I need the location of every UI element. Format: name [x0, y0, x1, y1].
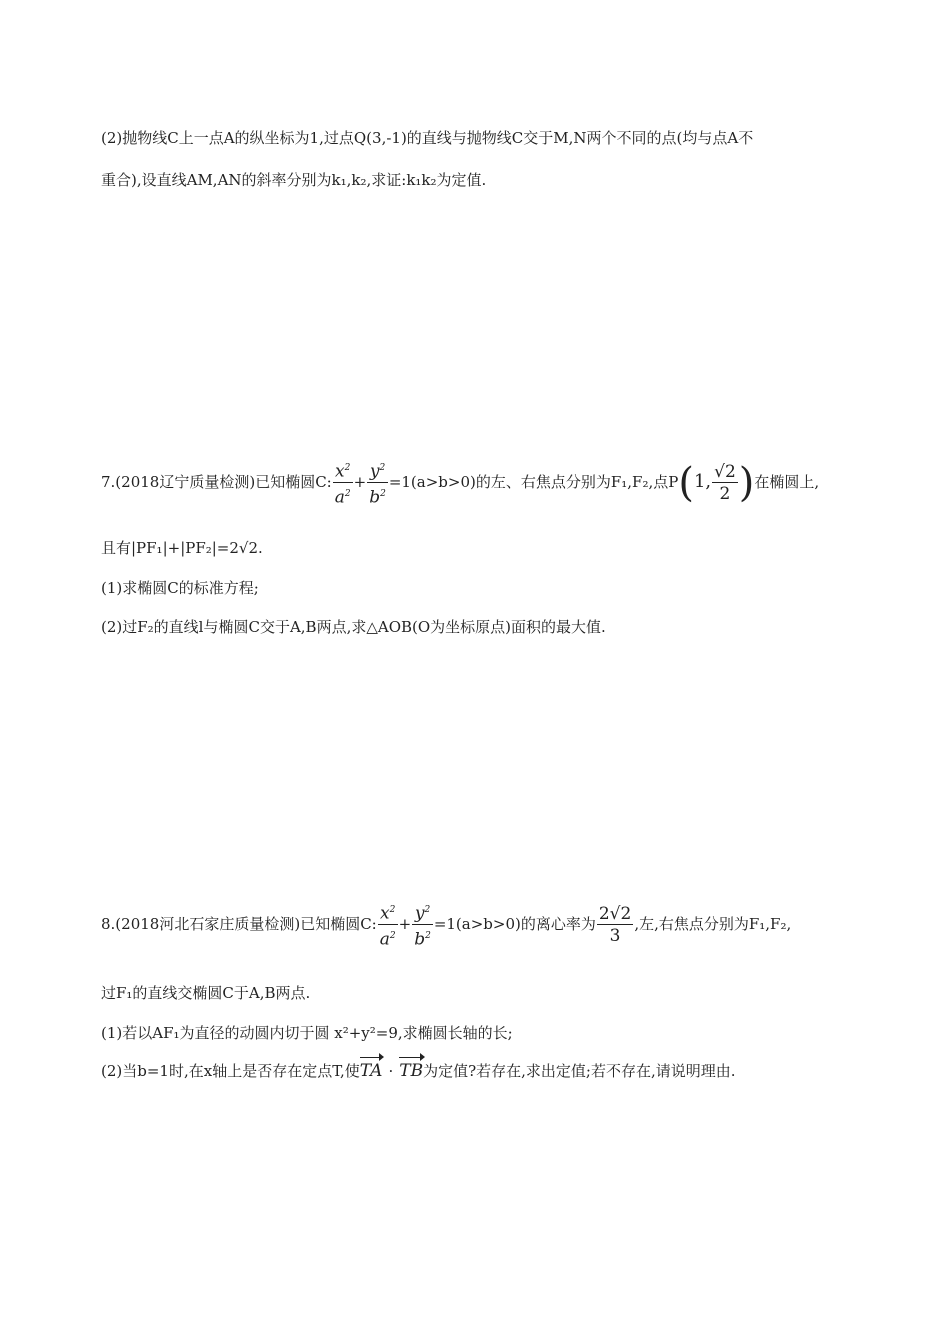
q7-part1: (1)求椭圆C的标准方程;: [101, 579, 259, 597]
q8-part1: (1)若以AF₁为直径的动圆内切于圆 x²+y²=9,求椭圆长轴的长;: [101, 1024, 513, 1042]
plus-sign: +: [398, 915, 412, 934]
right-paren: ): [738, 460, 755, 507]
q8-foci-text: ,左,右焦点分别为F₁,F₂,: [634, 915, 792, 934]
q7-point-x: 1,: [693, 471, 712, 493]
left-paren: (: [678, 460, 694, 507]
q8-part2-text-b: 为定值?若存在,求出定值;若不存在,请说明理由.: [423, 1062, 736, 1080]
q7-frac-x: $\frac{x^2}{a^2}$: [333, 458, 353, 508]
q7-condition: 且有|PF₁|+|PF₂|=2√2.: [101, 539, 263, 557]
q8-part2: [101, 1059, 735, 1083]
vector-tb: TB: [399, 1061, 424, 1081]
q6-part2-line1: (2)抛物线C上一点A的纵坐标为1,过点Q(3,-1)的直线与抛物线C交于M,N两个不同的点(均与点A不: [101, 129, 754, 147]
q8-frac-y: $\frac{y^2}{b^2}$: [412, 900, 433, 950]
q8-eq-text: =1(a>b>0)的离心率为: [433, 915, 596, 934]
q8-frac-x: $\frac{x^2}{a^2}$: [378, 900, 398, 950]
q8-part2-text-a: (2)当b=1时,在x轴上是否存在定点T,使: [101, 1062, 360, 1080]
q8-eccentricity-frac: $\frac{2√2}{3}$: [598, 903, 632, 946]
q7-point-frac: $\frac{√2}{2}$: [714, 461, 736, 504]
q8-line2: 过F₁的直线交椭圆C于A,B两点.: [101, 984, 311, 1002]
q8-intro: [101, 900, 791, 950]
q8-intro-text: 8.(2018河北石家庄质量检测)已知椭圆C:: [101, 915, 377, 934]
q7-eq-text: =1(a>b>0)的左、右焦点分别为F₁,F₂,点P: [388, 473, 679, 492]
q7-frac-y: $\frac{y^2}{b^2}$: [367, 458, 388, 508]
q7-intro: [101, 458, 819, 508]
q7-intro-text: 7.(2018辽宁质量检测)已知椭圆C:: [101, 473, 332, 492]
q6-part2-line2: 重合),设直线AM,AN的斜率分别为k₁,k₂,求证:k₁k₂为定值.: [101, 171, 487, 189]
plus-sign: +: [353, 473, 367, 492]
vector-ta: TA: [359, 1061, 383, 1081]
q7-part2: (2)过F₂的直线l与椭圆C交于A,B两点,求△AOB(O为坐标原点)面积的最大值.: [101, 618, 606, 636]
dot-operator: ·: [388, 1062, 394, 1080]
q7-on-ellipse: 在椭圆上,: [754, 473, 820, 492]
